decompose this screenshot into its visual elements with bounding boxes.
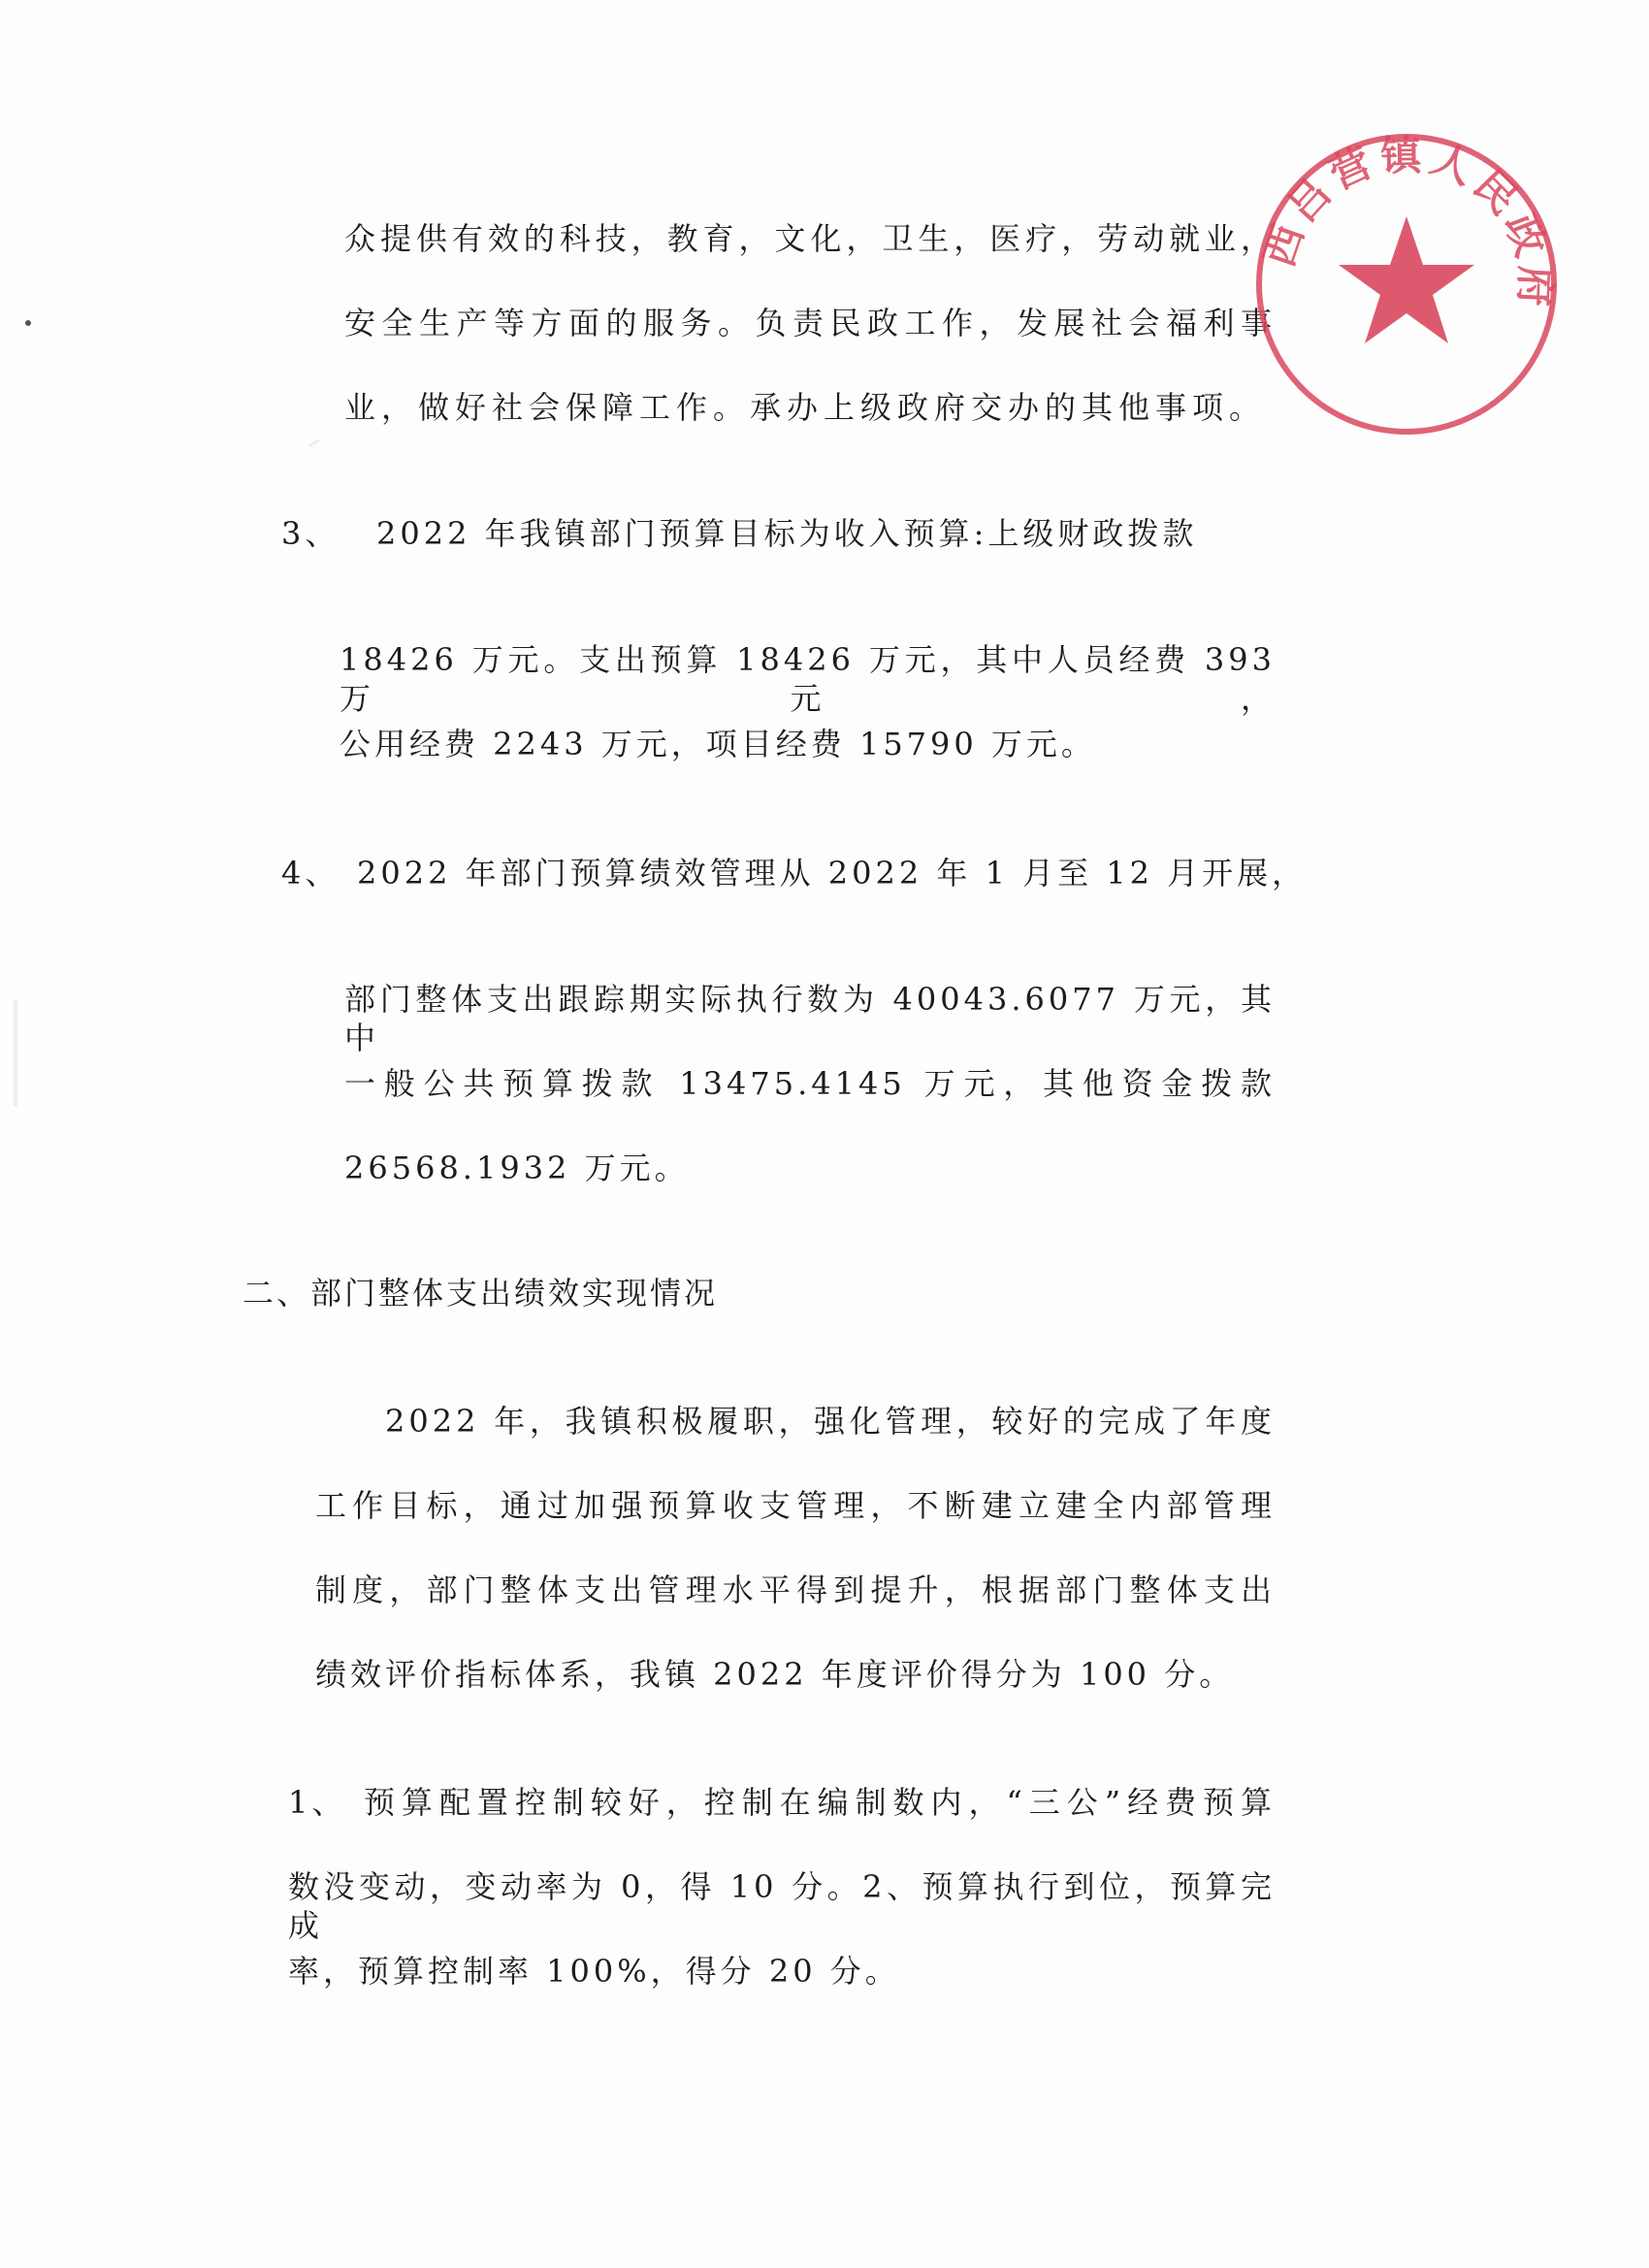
official-seal <box>1246 124 1567 444</box>
item-1-line-3: 率，预算控制率 100%，得分 20 分。 <box>288 1953 900 1990</box>
item-number: 1、 <box>288 1784 347 1821</box>
paragraph-line: 安全生产等方面的服务。负责民政工作，发展社会福利事 <box>344 305 1276 341</box>
paragraph-line: 绩效评价指标体系，我镇 2022 年度评价得分为 100 分。 <box>315 1656 1235 1693</box>
scan-dot <box>25 320 31 326</box>
item-3-line-3: 公用经费 2243 万元，项目经费 15790 万元。 <box>340 726 1096 762</box>
scan-streak <box>308 438 320 447</box>
item-4-line-2: 部门整体支出跟踪期实际执行数为 40043.6077 万元，其中 <box>344 981 1276 1056</box>
item-3-line-1: 2022 年我镇部门预算目标为收入预算:上级财政拨款 <box>376 515 1198 552</box>
item-1-line-1: 预算配置控制较好，控制在编制数内，“三公”经费预算 <box>364 1784 1276 1821</box>
scan-streak <box>14 999 17 1106</box>
item-3-line-2: 18426 万元。支出预算 18426 万元，其中人员经费 393 万元， <box>340 641 1276 717</box>
seal-graphic <box>1246 124 1567 444</box>
item-4-line-3: 一般公共预算拨款 13475.4145 万元，其他资金拨款 <box>344 1065 1276 1102</box>
paragraph-line: 制度，部门整体支出管理水平得到提升，根据部门整体支出 <box>315 1571 1276 1608</box>
section-heading: 二、部门整体支出绩效实现情况 <box>242 1275 719 1312</box>
item-1-line-2: 数没变动，变动率为 0，得 10 分。2、预算执行到位，预算完成 <box>288 1868 1276 1944</box>
paragraph-line: 众提供有效的科技，教育，文化，卫生，医疗，劳动就业， <box>344 220 1276 257</box>
paragraph-line: 工作目标，通过加强预算收支管理，不断建立建全内部管理 <box>315 1487 1276 1524</box>
item-4-line-4: 26568.1932 万元。 <box>344 1150 690 1186</box>
seal-text: 西吕营镇人民政府 <box>1254 131 1560 313</box>
paragraph-line: 2022 年，我镇积极履职，强化管理，较好的完成了年度 <box>385 1403 1276 1440</box>
item-4-line-1: 2022 年部门预算绩效管理从 2022 年 1 月至 12 月开展， <box>357 855 1308 891</box>
star-icon <box>1339 216 1474 343</box>
item-number: 4、 <box>281 855 340 891</box>
item-number: 3、 <box>281 515 340 552</box>
paragraph-line: 业，做好社会保障工作。承办上级政府交办的其他事项。 <box>344 389 1264 426</box>
